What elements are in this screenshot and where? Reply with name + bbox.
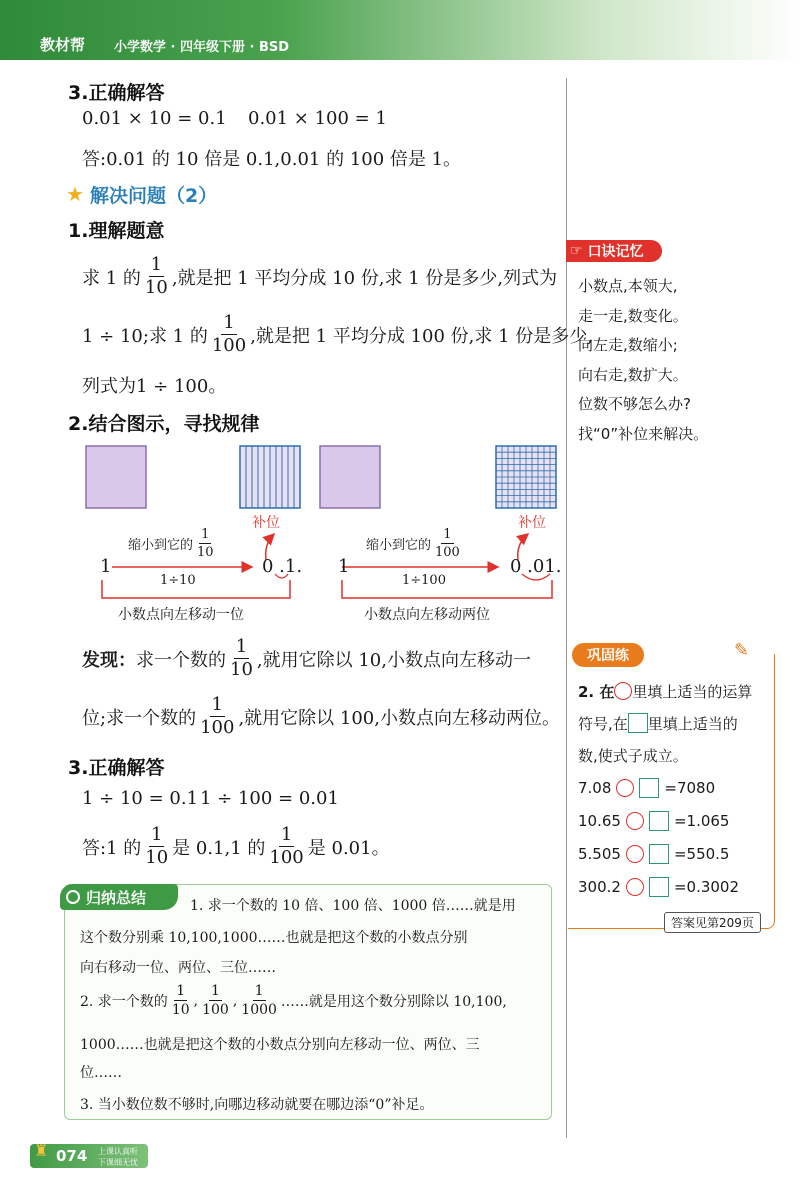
text: ,就用它除以 10,小数点向左移动一 <box>256 649 531 671</box>
text: 位;求一个数的 <box>82 707 197 729</box>
fraction <box>210 314 248 355</box>
equation: 0.01 × 100 = 1 <box>248 108 387 129</box>
denominator: 10 <box>171 1002 190 1018</box>
numerator: 1 <box>150 824 163 845</box>
section-title-answer-top: 3.正确解答 <box>68 82 165 104</box>
text: 里填上适当的运算 <box>632 683 753 701</box>
row-right: =7080 <box>664 779 716 797</box>
finding-line-2 <box>82 696 560 737</box>
text: 是 0.1,1 的 <box>172 837 266 859</box>
fraction <box>267 826 305 867</box>
numerator: 1 <box>150 254 163 275</box>
buwei-label-2: 补位 <box>518 515 546 531</box>
page-number: 074 <box>56 1147 88 1165</box>
denominator: 10 <box>197 545 214 560</box>
diagram-1-result: 0 .1. <box>262 556 303 577</box>
denominator: 100 <box>211 335 247 356</box>
operator-circle[interactable] <box>626 812 644 830</box>
mnemonic-line: 找“0”补位来解决。 <box>578 424 709 443</box>
equation: 1 ÷ 10 = 0.1 <box>82 788 199 809</box>
summary-p3: 3. 当小数位数不够时,向哪边移动就要在哪边添“0”补足。 <box>80 1097 434 1113</box>
hundredths-square <box>496 446 556 508</box>
badge-text: 归纳总结 <box>86 888 147 907</box>
numerator: 1 <box>211 983 220 999</box>
mnemonic-badge <box>566 240 662 262</box>
denominator: 10 <box>145 847 169 868</box>
numerator: 1 <box>254 983 264 999</box>
fraction <box>170 984 192 1017</box>
diagram-1-shrink-label <box>128 528 218 559</box>
fraction <box>198 696 236 737</box>
practice-badge <box>572 643 644 667</box>
text: 1 ÷ 10;求 1 的 <box>82 325 208 347</box>
mnemonic-line: 小数点,本领大, <box>578 277 678 295</box>
fraction <box>143 256 170 297</box>
operator-circle[interactable] <box>616 779 634 797</box>
text: 缩小到它的 <box>366 538 432 553</box>
numerator: 1 <box>223 312 235 333</box>
text: ……就是用这个数分别除以 10,100, <box>280 993 507 1010</box>
footer-tag-1: 上课认真听 <box>98 1147 138 1156</box>
target-icon <box>66 890 80 904</box>
star-icon: ★ <box>66 182 84 206</box>
text: ,就用它除以 100,小数点向左移动两位。 <box>238 707 560 729</box>
practice-question-line-1 <box>578 681 752 702</box>
denominator: 100 <box>202 1002 229 1018</box>
numerator: 1 <box>235 636 248 657</box>
text: 求 1 的 <box>82 267 141 289</box>
operator-circle <box>614 682 632 700</box>
header-brand: 教材帮 <box>40 36 86 54</box>
row-left: 5.505 <box>578 845 621 863</box>
denominator: 10 <box>144 277 168 298</box>
section-title-pattern: 2.结合图示，寻找规律 <box>68 413 260 435</box>
equation: 1 ÷ 100 = 0.01 <box>200 788 339 809</box>
denominator: 100 <box>200 717 235 738</box>
diagram-2-division: 1÷100 <box>402 573 446 588</box>
summary-p1c: 向右移动一位、两位、三位…… <box>80 960 276 976</box>
numerator: 1 <box>176 983 186 999</box>
badge-text: 口诀记忆 <box>587 244 644 260</box>
header-subject: 小学数学 · 四年级下册 · BSD <box>114 40 290 55</box>
mnemonic-line: 向右走,数扩大。 <box>578 365 688 384</box>
denominator: 100 <box>435 545 460 560</box>
fraction <box>195 528 216 559</box>
text: 是 0.01。 <box>307 837 390 859</box>
diagram-2-one: 1 <box>338 556 350 577</box>
diagram-2-result: 0 .01. <box>510 556 562 577</box>
row-right: =550.5 <box>673 845 730 863</box>
row-right: =0.3002 <box>673 878 740 896</box>
tenths-square <box>240 446 300 508</box>
number-box[interactable] <box>639 778 659 798</box>
diagram-1-division: 1÷10 <box>160 573 196 588</box>
understand-line-2 <box>82 314 593 355</box>
answer-reference: 答案见第209页 <box>664 912 761 933</box>
summary-p2d: 位…… <box>80 1065 122 1081</box>
answer-line: 答:0.01 的 10 倍是 0.1,0.01 的 100 倍是 1。 <box>82 149 462 170</box>
practice-question-line-2 <box>578 713 738 734</box>
practice-row <box>578 811 729 831</box>
summary-p2a: 2. 求一个数的 $\frac{1}{10}$ , $\frac{1}{100}$ , $\frac{1}{1000}$ ……就是用这个数分别除以 10,100, <box>80 983 507 1018</box>
whole-square-1 <box>86 446 146 508</box>
diagram-2-caption: 小数点向左移动两位 <box>364 607 490 623</box>
finding-line-1 <box>82 638 531 679</box>
row-left: 10.65 <box>578 812 621 830</box>
text: 缩小到它的 <box>128 538 194 553</box>
practice-row <box>578 844 729 864</box>
fraction <box>239 984 279 1017</box>
mnemonic-line: 位数不够怎么办? <box>578 395 691 413</box>
number-box[interactable] <box>649 877 669 897</box>
text: ,就是把 1 平均分成 100 份,求 1 份是多少, <box>250 325 593 347</box>
text: 2. 在 <box>578 683 615 701</box>
mnemonic-line: 向左走,数缩小; <box>578 336 678 354</box>
text: 2. 求一个数的 <box>80 993 168 1010</box>
diagram-1-caption: 小数点向左移动一位 <box>118 607 244 623</box>
practice-row <box>578 877 739 897</box>
buwei-label-1: 补位 <box>252 515 280 531</box>
fraction <box>200 984 231 1017</box>
fraction <box>433 528 462 559</box>
text: 里填上适当的 <box>647 715 738 733</box>
denominator: 1000 <box>241 1002 277 1018</box>
summary-p1b: 这个数分别乘 10,100,1000……也就是把这个数的小数点分别 <box>80 930 468 946</box>
row-left: 300.2 <box>578 878 621 896</box>
number-box[interactable] <box>649 811 669 831</box>
understand-line-3: 列式为1 ÷ 100。 <box>82 376 227 397</box>
pointing-hand-icon: ☞ <box>570 243 583 259</box>
equation: 0.01 × 10 = 0.1 <box>82 108 227 129</box>
numerator: 1 <box>443 527 452 542</box>
answer-line <box>82 826 390 867</box>
whole-square-2 <box>320 446 380 508</box>
fraction <box>143 826 170 867</box>
text: 答:1 的 <box>82 837 142 859</box>
practice-row <box>578 778 715 798</box>
text: 求一个数的 <box>136 649 226 671</box>
footer-tag-2: 下课细无忧 <box>98 1158 138 1167</box>
section-title-answer-bottom: 3.正确解答 <box>68 757 165 779</box>
number-box[interactable] <box>649 844 669 864</box>
denominator: 100 <box>269 847 304 868</box>
numerator: 1 <box>211 694 223 715</box>
text: ,就是把 1 平均分成 10 份,求 1 份是多少,列式为 <box>171 267 558 289</box>
diagram-1-one: 1 <box>100 556 112 577</box>
operator-circle[interactable] <box>626 878 644 896</box>
denominator: 10 <box>230 659 253 680</box>
mnemonic-lines <box>578 272 708 449</box>
diagram-2-shrink-label <box>366 528 464 559</box>
operator-circle[interactable] <box>626 845 644 863</box>
summary-badge <box>60 884 178 910</box>
mnemonic-line: 走一走,数变化。 <box>578 306 688 325</box>
numerator: 1 <box>280 824 293 845</box>
fraction <box>228 638 255 679</box>
pagoda-icon: ♜ <box>34 1141 49 1160</box>
summary-p1a: 1. 求一个数的 10 倍、100 倍、1000 倍……就是用 <box>190 898 516 914</box>
row-left: 7.08 <box>578 779 612 797</box>
badge-text: 巩固练 <box>587 648 629 664</box>
practice-question-line-3: 数,使式子成立。 <box>578 747 688 765</box>
numerator: 1 <box>201 527 210 542</box>
summary-p2c: 1000……也就是把这个数的小数点分别向左移动一位、两位、三 <box>80 1037 480 1053</box>
number-box <box>628 713 648 733</box>
understand-line-1 <box>82 256 557 297</box>
pencil-icon: ✎ <box>734 640 750 661</box>
section-title-understand: 1.理解题意 <box>68 220 165 242</box>
text: 符号,在 <box>578 715 628 733</box>
problem-title: 解决问题（2） <box>90 185 218 207</box>
row-right: =1.065 <box>673 812 730 830</box>
finding-label: 发现： <box>82 649 136 671</box>
